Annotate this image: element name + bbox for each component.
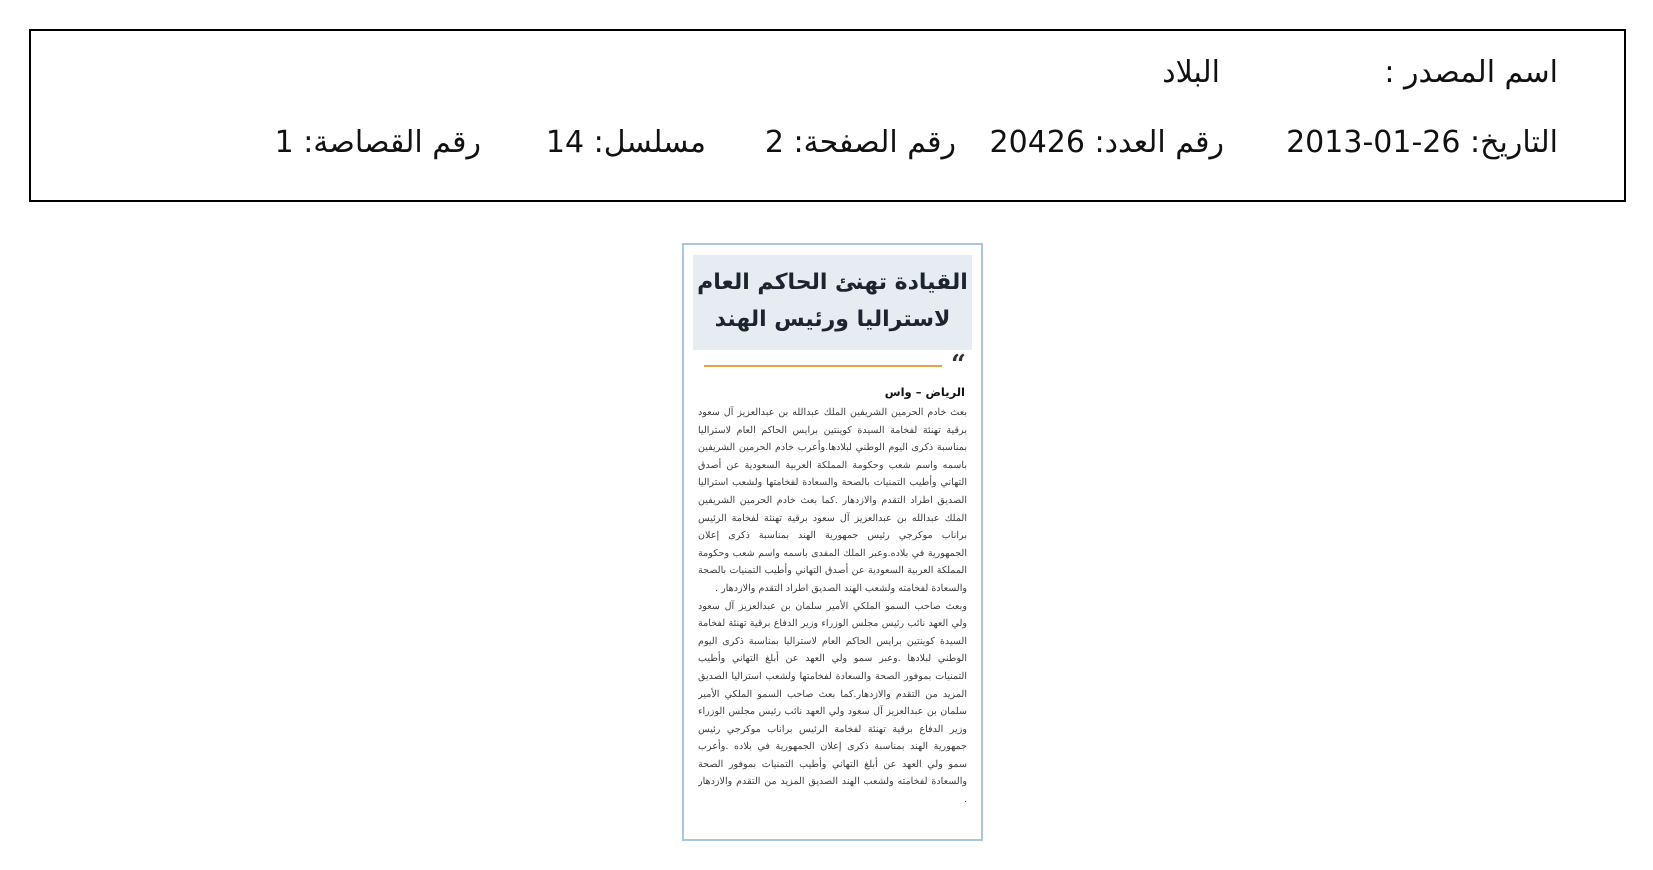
article-headline bbox=[693, 255, 972, 350]
source-value: البلاد bbox=[1162, 55, 1220, 90]
article-paragraph-1: بعث خادم الحرمين الشريفين الملك عبدالله بن عبدالعزيز آل سعود برقية تهنئة لفخامة السيدة كوينتين برايس الحاكم العام لاستراليا بمناسبة ذكرى اليوم الوطني لبلادها.وأعرب خادم الحرمين الشريفين باسمه واسم شعب وحكومة المملكة العربية السعودية عن أصدق التهاني وأطيب التمنيات بالصحة والسعادة لفخامتها ولشعب استراليا الصديق اطراد التقدم والازدهار .كما بعث خادم الحرمين الشريفين الملك عبدالله بن عبدالعزيز آل سعود برقية تهنئة لفخامة الرئيس براناب موكرجي رئيس جمهورية الهند بمناسبة ذكرى إعلان الجمهورية في بلاده.وعبر الملك المفدى باسمه واسم شعب وحكومة المملكة العربية السعودية عن أصدق التهاني وأطيب التمنيات بالصحة والسعادة لفخامته ولشعب الهند الصديق اطراد التقدم والازدهار . bbox=[698, 407, 967, 594]
newspaper-clipping bbox=[682, 243, 983, 841]
page-number-field: رقم الصفحة: 2 bbox=[764, 125, 956, 160]
article-body bbox=[698, 404, 967, 824]
issue-number-field: رقم العدد: 20426 bbox=[989, 125, 1224, 160]
article-paragraph-2: وبعث صاحب السمو الملكي الأمير سلمان بن عبدالعزيز آل سعود ولي العهد نائب رئيس مجلس الوزراء وزير الدفاع برقية تهنئة لفخامة السيدة كوينتين برايس الحاكم العام لاستراليا بمناسبة ذكرى اليوم الوطني لبلادها .وعبر سمو ولي العهد عن أبلغ التهاني وأطيب التمنيات بموفور الصحة والسعادة لفخامتها ولشعب استراليا الصديق المزيد من التقدم والازدهار.كما بعث صاحب السمو الملكي الأمير سلمان بن عبدالعزيز آل سعود ولي العهد نائب رئيس مجلس الوزراء وزير الدفاع برقية تهنئة لفخامة الرئيس براناب موكرجي رئيس جمهورية الهند بمناسبة ذكرى إعلان الجمهورية في بلاده .وأعرب سمو ولي العهد عن أبلغ التهاني وأطيب التمنيات بموفور الصحة والسعادة لفخامته ولشعب الهند الصديق المزيد من التقدم والازدهار . bbox=[698, 600, 967, 806]
article-dateline: الرياض – واس bbox=[884, 385, 965, 399]
headline-line-2: لاستراليا ورئيس الهند bbox=[714, 307, 951, 332]
clip-number-field: رقم القصاصة: 1 bbox=[274, 125, 481, 160]
clipping-metadata-box bbox=[29, 29, 1626, 202]
quote-divider bbox=[704, 350, 966, 380]
quote-mark-icon: “ bbox=[951, 350, 966, 380]
headline-line-1: القيادة تهنئ الحاكم العام bbox=[697, 270, 968, 295]
date-field: التاريخ: 26-01-2013 bbox=[1286, 125, 1558, 160]
divider-line bbox=[704, 365, 942, 367]
source-label: اسم المصدر : bbox=[1384, 55, 1558, 90]
serial-field: مسلسل: 14 bbox=[545, 125, 706, 160]
